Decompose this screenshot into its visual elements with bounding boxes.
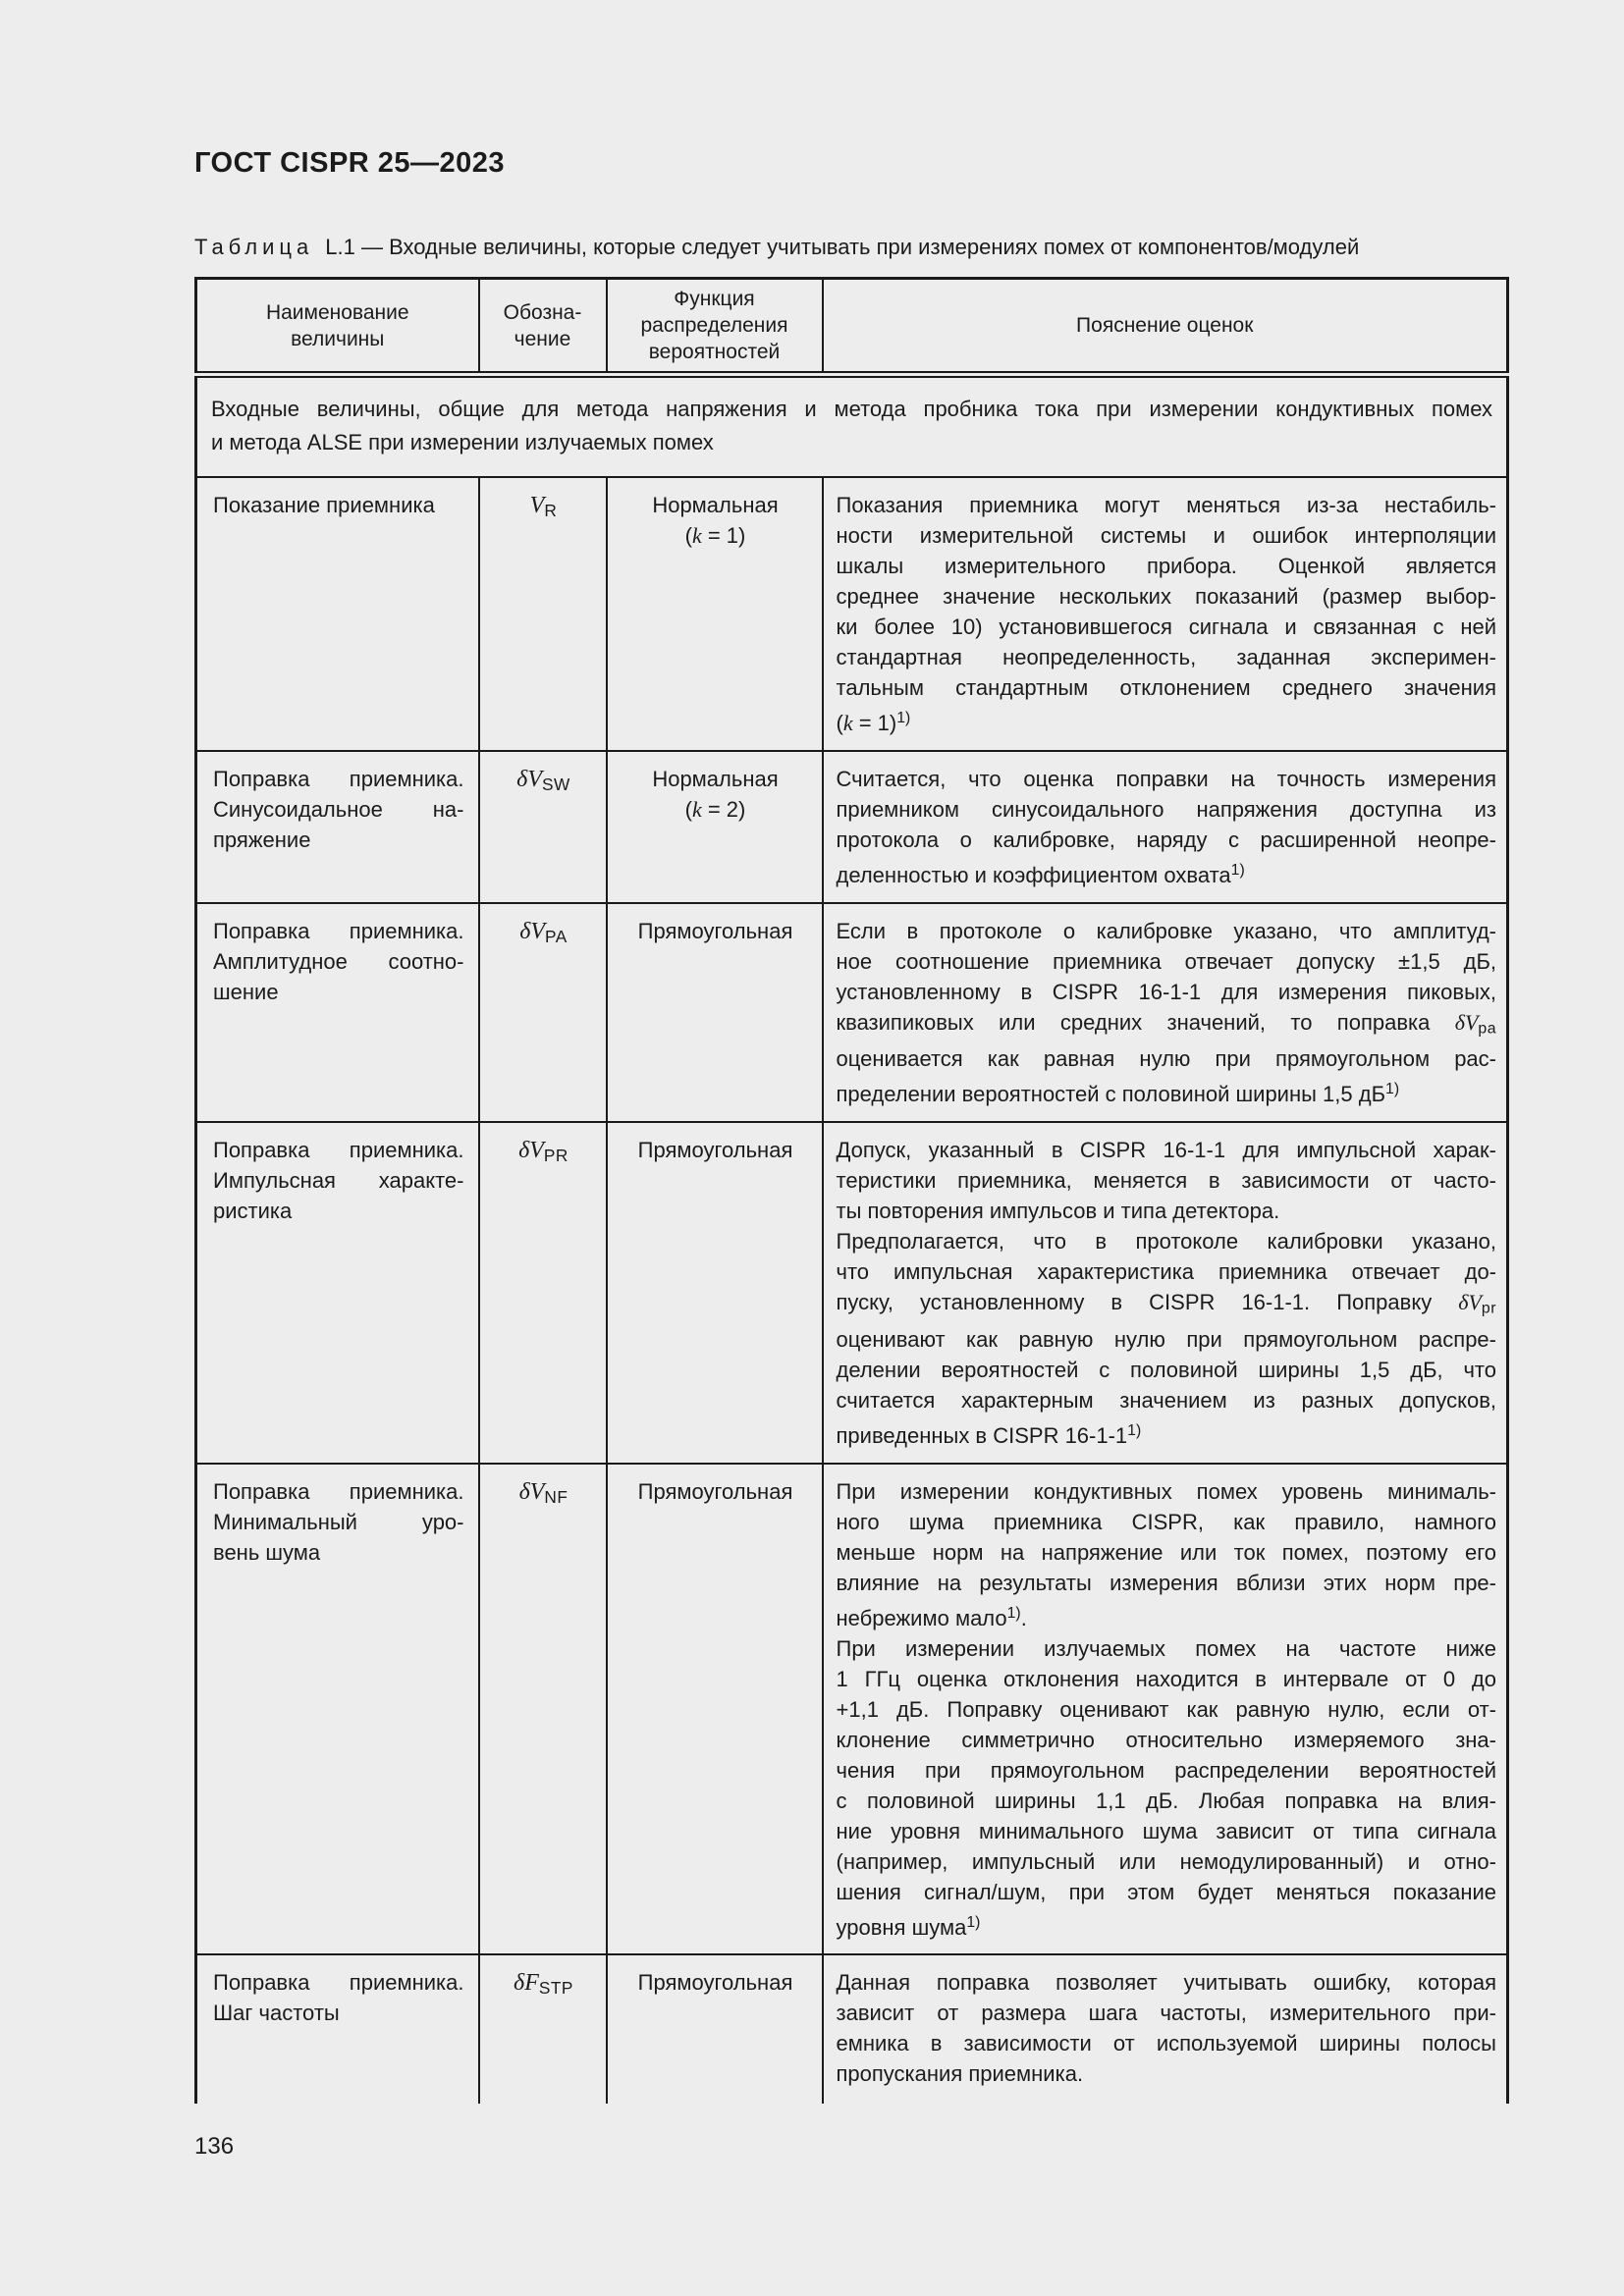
text-line: Пояснение оценок xyxy=(1076,314,1254,337)
footnote-ref: 1) xyxy=(1230,861,1245,879)
subscript: = 1) xyxy=(701,523,746,548)
section-row xyxy=(196,375,1508,478)
text-line: Допуск, указанный в CISPR 16-1-1 для импульсной харак- xyxy=(836,1138,1496,1163)
subscript: PA xyxy=(545,926,568,946)
paragraph xyxy=(622,1135,810,1165)
cell-distribution xyxy=(607,1122,823,1463)
text-line: вероятностей xyxy=(648,341,781,363)
text-line xyxy=(837,1287,1497,1323)
text-line: протокола о калибровке, наряду с расширенной неопре- xyxy=(836,827,1496,852)
subscript: R xyxy=(544,500,558,520)
table-row xyxy=(196,1464,1508,1955)
cell-quantity-name xyxy=(196,1464,479,1955)
paragraph xyxy=(213,1967,464,2028)
table-header-row xyxy=(196,279,1508,375)
cell-designation xyxy=(479,903,607,1122)
text-line: установленному в CISPR 16-1-1 для измерения пиковых, xyxy=(836,979,1496,1004)
text-line xyxy=(837,703,1497,738)
cell-distribution xyxy=(607,903,823,1122)
text-line: ристика xyxy=(213,1199,293,1224)
text-line xyxy=(494,1135,594,1171)
text-line: Если в протоколе о калибровке указано, что амплитуд- xyxy=(836,918,1496,943)
math-symbol: δV xyxy=(516,766,542,792)
text-line: Нормальная xyxy=(652,493,779,517)
text-line: пропускания приемника. xyxy=(836,2061,1084,2087)
text-line: считается характерным значением из разных допусков, xyxy=(836,1387,1496,1413)
paragraph xyxy=(612,286,818,365)
text-line xyxy=(622,520,810,551)
section-row-text xyxy=(196,375,1508,478)
footnote-ref: 1) xyxy=(896,710,911,726)
paragraph xyxy=(213,1135,464,1226)
text-line: шения сигнал/шум, при этом будет меняться показание xyxy=(836,1879,1496,1904)
math-symbol: k xyxy=(842,710,853,735)
text-line xyxy=(494,916,594,952)
text-line: Амплитудное соотно- xyxy=(213,948,464,974)
text-line xyxy=(837,1074,1497,1109)
text-line xyxy=(494,764,594,800)
table-row xyxy=(196,751,1508,903)
text-line: стандартная неопределенность, заданная эксперимен- xyxy=(836,645,1496,669)
text-line: Поправка приемника. xyxy=(213,1138,464,1163)
text-line: приемником синусоидального напряжения доступна из xyxy=(836,796,1496,822)
table-row xyxy=(196,903,1508,1122)
text-line: Прямоугольная xyxy=(637,918,793,943)
table-row xyxy=(196,477,1508,751)
text-line: меньше норм на напряжение или ток помех, поэтому его xyxy=(836,1539,1496,1565)
math-symbol: k xyxy=(691,523,702,548)
math-symbol: δV xyxy=(518,1478,545,1505)
footnote-ref: 1) xyxy=(966,1913,981,1931)
math-symbol: V xyxy=(529,493,545,518)
text-line xyxy=(837,1907,1497,1943)
text-line: вень шума xyxy=(213,1539,321,1565)
subscript: небрежимо мало xyxy=(836,1605,1007,1630)
paragraph xyxy=(213,1476,464,1568)
cell-explanation xyxy=(823,1464,1508,1955)
text-line xyxy=(837,1415,1497,1451)
text-line: Прямоугольная xyxy=(637,1138,793,1163)
cell-explanation xyxy=(823,903,1508,1122)
cell-explanation xyxy=(823,1954,1508,2104)
cell-distribution xyxy=(607,477,823,751)
page-number: 136 xyxy=(194,2133,235,2161)
math-symbol: δV xyxy=(519,918,546,944)
math-symbol: k xyxy=(691,796,702,822)
text-line: Данная поправка позволяет учитывать ошибку, которая xyxy=(836,1970,1496,1996)
text-line: Шаг частоты xyxy=(213,2001,340,2026)
cell-explanation xyxy=(823,1122,1508,1463)
text-line: ты повторения импульсов и типа детектора. xyxy=(836,1199,1280,1224)
text-line: пряжение xyxy=(213,827,311,852)
subscript: ( xyxy=(684,796,692,822)
paragraph xyxy=(213,916,464,1007)
paragraph xyxy=(837,1476,1497,1633)
text-line xyxy=(837,1007,1497,1043)
table-row xyxy=(196,1954,1508,2104)
table-caption xyxy=(194,233,1506,262)
text-line: шкалы измерительного прибора. Оценкой является xyxy=(836,554,1496,578)
text-line: зависит от размера шага частоты, измерительного при- xyxy=(836,2001,1496,2026)
paragraph xyxy=(494,764,594,800)
input-quantities-table xyxy=(194,277,1509,2104)
cell-explanation xyxy=(823,477,1508,751)
footnote-ref: 1) xyxy=(1127,1421,1142,1439)
text-line: что импульсная характеристика приемника отвечает до- xyxy=(836,1259,1496,1285)
paragraph xyxy=(837,916,1497,1109)
paragraph xyxy=(622,1967,810,1998)
paragraph xyxy=(494,490,594,526)
text-line: теристики приемника, меняется в зависимости от часто- xyxy=(836,1168,1496,1194)
subscript: pr xyxy=(1481,1300,1496,1317)
cell-designation xyxy=(479,1954,607,2104)
text-line: Функция xyxy=(674,288,755,310)
subscript: ( xyxy=(836,710,843,735)
text-line: Минимальный уро- xyxy=(213,1509,464,1534)
text-line: емника в зависимости от используемой ширины полосы xyxy=(836,2031,1496,2056)
cell-quantity-name xyxy=(196,903,479,1122)
text-line: Обозна- xyxy=(503,300,582,324)
cell-designation xyxy=(479,477,607,751)
table-row xyxy=(196,1122,1508,1463)
footnote-ref: 1) xyxy=(1385,1081,1400,1098)
table-caption-text: L.1 — Входные величины, которые следует учитывать при измерениях помех от компонентов/модулей xyxy=(325,235,1360,259)
text-line: Импульсная характе- xyxy=(213,1168,464,1194)
text-line: влияние на результаты измерения вблизи этих норм пре- xyxy=(836,1570,1496,1595)
paragraph xyxy=(837,764,1497,890)
paragraph xyxy=(622,764,810,825)
cell-explanation xyxy=(823,751,1508,903)
text-line: При измерении кондуктивных помех уровень минималь- xyxy=(836,1478,1496,1504)
text-line: Наименование xyxy=(265,300,409,324)
text-line: Поправка приемника. xyxy=(213,918,464,943)
math-symbol: δF xyxy=(514,1970,539,1997)
math-symbol: δV xyxy=(518,1138,544,1164)
text-line: ки более 10) установившегося сигнала и связанная с ней xyxy=(836,614,1496,639)
subscript: квазипиковых или средних значений, то поправка xyxy=(836,1009,1455,1035)
text-line: ного шума приемника CISPR, как правило, намного xyxy=(836,1509,1496,1534)
text-line: Прямоугольная xyxy=(637,1970,793,1996)
paragraph xyxy=(837,1226,1497,1450)
text-line: Поправка приемника. xyxy=(213,1478,464,1504)
subscript: SW xyxy=(542,774,570,794)
text-line: Поправка приемника. xyxy=(213,766,464,791)
text-line: клонение симметрично относительно измеряемого зна- xyxy=(836,1727,1496,1752)
subscript: деленностью и коэффициентом охвата xyxy=(836,862,1231,887)
text-line: распределения xyxy=(640,314,788,337)
cell-designation xyxy=(479,1122,607,1463)
paragraph xyxy=(494,1135,594,1171)
text-line: оценивают как равную нулю при прямоугольном распре- xyxy=(836,1326,1496,1352)
text-line: ное соотношение приемника отвечает допуску ±1,5 дБ, xyxy=(836,948,1496,974)
paragraph xyxy=(213,490,464,520)
text-line: +1,1 дБ. Поправку оценивают как равную нулю, если от- xyxy=(836,1696,1496,1722)
cell-designation xyxy=(479,1464,607,1955)
text-line: ние уровня минимального шума зависит от типа сигнала xyxy=(836,1818,1496,1843)
subscript: PR xyxy=(543,1146,568,1165)
subscript: = 1) xyxy=(852,710,897,735)
text-line: Показания приемника могут меняться из-за нестабиль- xyxy=(836,493,1496,517)
text-line: Входные величины, общие для метода напряжения и метода пробника тока при измерении кондуктивных помех xyxy=(211,397,1492,421)
text-line xyxy=(622,794,810,825)
subscript: пределении вероятностей с половиной ширины 1,5 дБ xyxy=(836,1082,1386,1107)
paragraph xyxy=(837,1135,1497,1226)
paragraph xyxy=(837,1633,1497,1943)
cell-distribution xyxy=(607,1954,823,2104)
paragraph xyxy=(494,1967,594,2003)
paragraph xyxy=(494,916,594,952)
text-line xyxy=(837,855,1497,890)
text-line: с половиной ширины 1,1 дБ. Любая поправка на влия- xyxy=(836,1788,1496,1813)
paragraph xyxy=(622,916,810,946)
text-line: чение xyxy=(514,327,571,350)
text-line: величины xyxy=(291,327,385,350)
text-line: и метода ALSE при измерении излучаемых помех xyxy=(211,430,714,454)
subscript: STP xyxy=(538,1978,573,1999)
col-header-quantity-name xyxy=(196,279,479,375)
text-line xyxy=(494,490,594,526)
cell-quantity-name xyxy=(196,477,479,751)
cell-designation xyxy=(479,751,607,903)
paragraph xyxy=(837,1967,1497,2089)
subscript: приведенных в CISPR 16-1-1 xyxy=(836,1422,1128,1448)
text-line xyxy=(837,1598,1497,1633)
subscript: уровня шума xyxy=(836,1914,967,1940)
paragraph xyxy=(494,1476,594,1513)
paragraph xyxy=(484,299,602,352)
text-line: Считается, что оценка поправки на точность измерения xyxy=(836,766,1496,791)
subscript: = 2) xyxy=(701,796,746,822)
col-header-distribution-function xyxy=(607,279,823,375)
text-line: Показание приемника xyxy=(213,493,435,517)
text-line: чения при прямоугольном распределении вероятностей xyxy=(836,1757,1496,1783)
paragraph xyxy=(622,490,810,551)
text-line: тальным стандартным отклонением среднего значения xyxy=(836,675,1496,700)
subscript: NF xyxy=(544,1486,568,1507)
text-line: среднее значение нескольких показаний (размер выбор- xyxy=(836,584,1496,609)
text-line: Поправка приемника. xyxy=(213,1970,464,1996)
cell-quantity-name xyxy=(196,1122,479,1463)
text-line: При измерении излучаемых помех на частоте ниже xyxy=(836,1635,1496,1661)
text-line: Синусоидальное на- xyxy=(213,796,464,822)
text-line xyxy=(494,1967,594,2003)
text-line: делении вероятностей с половиной ширины 1,5 дБ, что xyxy=(836,1357,1496,1382)
text-line: оценивается как равная нулю при прямоугольном рас- xyxy=(836,1046,1496,1072)
text-line: Прямоугольная xyxy=(637,1478,793,1504)
math-symbol: δV xyxy=(1454,1009,1479,1035)
cell-distribution xyxy=(607,1464,823,1955)
table-caption-label: Таблица xyxy=(194,235,314,259)
text-line: Нормальная xyxy=(652,766,779,791)
math-symbol: δV xyxy=(1458,1290,1482,1315)
col-header-explanation xyxy=(823,279,1508,375)
text-line: ности измерительной системы и ошибок интерполяции xyxy=(836,523,1496,548)
paragraph xyxy=(213,764,464,855)
standard-designation: ГОСТ CISPR 25—2023 xyxy=(194,147,506,179)
text-line xyxy=(494,1476,594,1513)
subscript: . xyxy=(1020,1605,1027,1630)
paragraph xyxy=(211,393,1492,459)
text-line: Предполагается, что в протоколе калибровки указано, xyxy=(836,1229,1496,1255)
paragraph xyxy=(837,490,1497,738)
text-line: (например, импульсный или немодулированный) и отно- xyxy=(836,1848,1496,1874)
cell-quantity-name xyxy=(196,1954,479,2104)
col-header-designation xyxy=(479,279,607,375)
paragraph xyxy=(201,299,474,352)
subscript: пуску, установленному в CISPR 16-1-1. Поправку xyxy=(836,1290,1459,1315)
cell-distribution xyxy=(607,751,823,903)
text-line: шение xyxy=(213,979,279,1004)
footnote-ref: 1) xyxy=(1006,1604,1021,1622)
text-line: 1 ГГц оценка отклонения находится в интервале от 0 до xyxy=(836,1666,1496,1691)
cell-quantity-name xyxy=(196,751,479,903)
paragraph xyxy=(828,312,1503,339)
subscript: pa xyxy=(1478,1020,1496,1038)
paragraph xyxy=(622,1476,810,1507)
subscript: ( xyxy=(684,523,692,548)
